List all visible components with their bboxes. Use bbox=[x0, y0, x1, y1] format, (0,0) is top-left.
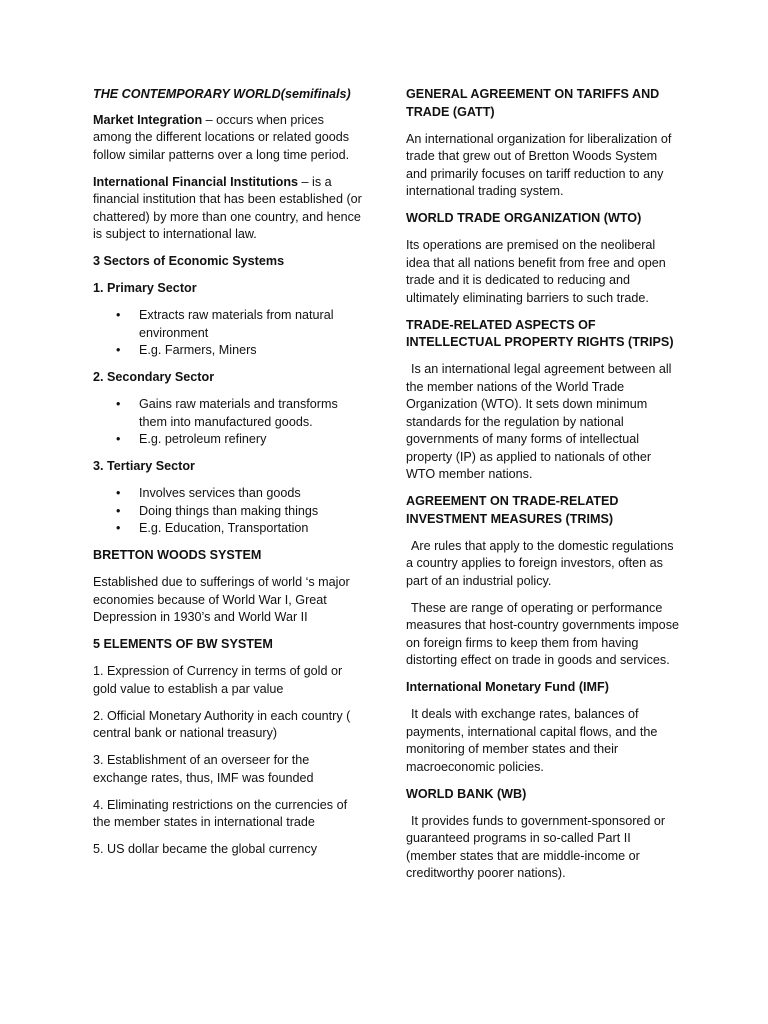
tertiary-sector-list bbox=[93, 485, 365, 538]
imf-heading: International Monetary Fund (IMF) bbox=[406, 680, 609, 694]
ifi-definition: – is a financial institution that has been established (or chattered) by more than one country, and hence is subject to international law. bbox=[93, 174, 362, 241]
trips-heading: TRADE-RELATED ASPECTS OF INTELLECTUAL PROPERTY RIGHTS (TRIPS) bbox=[406, 317, 674, 349]
list-item: • Doing things than making things bbox=[139, 503, 365, 521]
bretton-woods-heading: BRETTON WOODS SYSTEM bbox=[93, 548, 262, 562]
imf-text: It deals with exchange rates, balances of payments, international capital flows, and the monitoring of member states and their macroeconomic policies. bbox=[406, 707, 658, 774]
primary-sector-heading: 1. Primary Sector bbox=[93, 281, 197, 295]
ifi-term: International Financial Institutions bbox=[93, 174, 299, 189]
gatt-text: An international organization for liberalization of trade that grew out of Bretton Woods System and primarily focuses on tariff reduction to any international trading system. bbox=[406, 131, 672, 198]
wto-heading: WORLD TRADE ORGANIZATION (WTO) bbox=[406, 211, 642, 225]
trims-text-2: These are range of operating or performance measures that host-country governments impose on foreign firms to keep them from having distorting effect on trade in goods and services. bbox=[406, 600, 679, 667]
gatt-heading: GENERAL AGREEMENT ON TARIFFS AND TRADE (GATT) bbox=[406, 87, 660, 119]
document-title: THE CONTEMPORARY WORLD(semifinals) bbox=[93, 87, 351, 101]
tertiary-sector-heading: 3. Tertiary Sector bbox=[93, 459, 195, 473]
trips-text: Is an international legal agreement between all the member nations of the World Trade Organization (WTO). It sets down minimum standards for the regulation by national governments of many forms of intellectual property (IP) as applied to nationals of other WTO member nations. bbox=[406, 362, 672, 481]
wb-heading: WORLD BANK (WB) bbox=[406, 786, 527, 801]
left-column bbox=[93, 86, 365, 868]
market-integration-paragraph bbox=[93, 112, 365, 165]
bw-element-1: 1. Expression of Currency in terms of gold or gold value to establish a par value bbox=[93, 664, 343, 696]
ifi-paragraph bbox=[93, 174, 365, 244]
primary-sector-list bbox=[93, 307, 365, 360]
bw-element-2: 2. Official Monetary Authority in each country ( central bank or national treasury) bbox=[93, 708, 351, 740]
list-item: • Extracts raw materials from natural environment bbox=[139, 307, 365, 342]
bw-element-4: 4. Eliminating restrictions on the currencies of the member states in international trade bbox=[93, 797, 348, 829]
right-column bbox=[406, 86, 681, 892]
sectors-heading: 3 Sectors of Economic Systems bbox=[93, 254, 285, 268]
list-item: • E.g. petroleum refinery bbox=[139, 431, 365, 449]
wb-text: It provides funds to government-sponsored or guaranteed programs in so-called Part II (member states that are middle-income or creditworthy poorer nations). bbox=[406, 813, 666, 880]
market-integration-term: Market Integration bbox=[93, 112, 203, 127]
list-item: • E.g. Education, Transportation bbox=[139, 520, 365, 538]
market-integration-definition: – occurs when prices among the different locations or related goods follow similar patterns over a long time period. bbox=[93, 112, 350, 162]
wto-text: Its operations are premised on the neoliberal idea that all nations benefit from free and open trade and it is dedicated to reducing and ultimately eliminating barriers to such trade. bbox=[406, 238, 666, 305]
bw-element-3: 3. Establishment of an overseer for the exchange rates, thus, IMF was founded bbox=[93, 753, 314, 785]
list-item: • Gains raw materials and transforms them into manufactured goods. bbox=[139, 396, 365, 431]
bw-elements-heading: 5 ELEMENTS OF BW SYSTEM bbox=[93, 637, 273, 651]
list-item: • Involves services than goods bbox=[139, 485, 365, 503]
list-item: • E.g. Farmers, Miners bbox=[139, 342, 365, 360]
bretton-woods-text: Established due to sufferings of world ‘s major economies because of World War I, Great Depression in 1930’s and World War II bbox=[93, 575, 350, 624]
secondary-sector-heading: 2. Secondary Sector bbox=[93, 370, 215, 384]
secondary-sector-list bbox=[93, 396, 365, 449]
trims-heading: AGREEMENT ON TRADE-RELATED INVESTMENT MEASURES (TRIMS) bbox=[406, 494, 619, 526]
bw-element-5: 5. US dollar became the global currency bbox=[93, 842, 318, 856]
trims-text-1: Are rules that apply to the domestic regulations a country applies to foreign investors, often as part of an industrial policy. bbox=[406, 538, 674, 588]
